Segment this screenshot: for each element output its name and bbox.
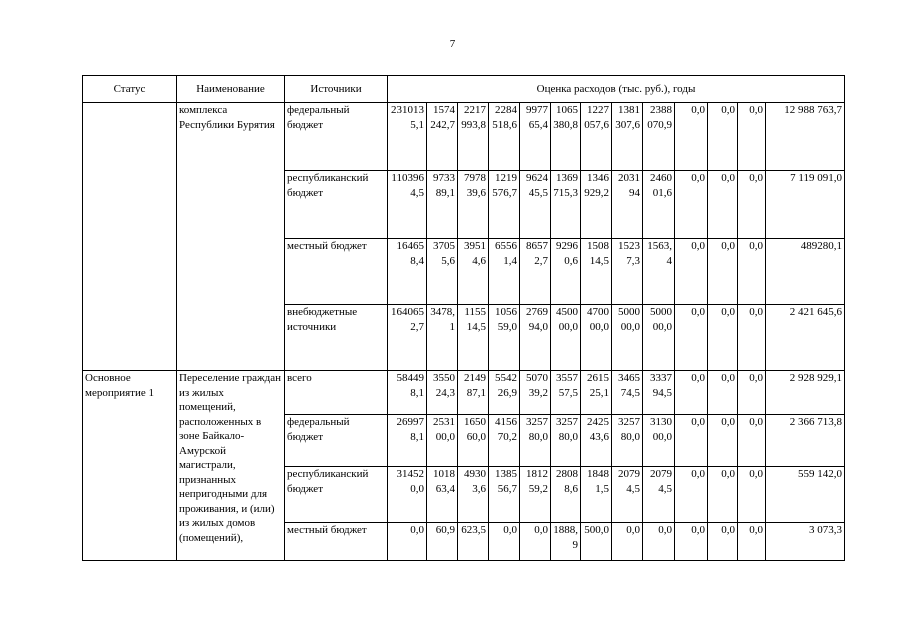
value-cell: 165060,0 — [458, 415, 489, 467]
source-cell: республиканский бюджет — [285, 171, 388, 239]
value-cell: 28088,6 — [551, 467, 581, 523]
value-cell: 138556,7 — [489, 467, 520, 523]
value-cell: 325780,0 — [612, 415, 643, 467]
total-cell: 489280,1 — [766, 239, 845, 305]
status-cell — [83, 103, 177, 371]
value-cell: 37055,6 — [427, 239, 458, 305]
value-cell: 554226,9 — [489, 371, 520, 415]
value-cell: 500,0 — [581, 523, 612, 561]
value-cell: 973389,1 — [427, 171, 458, 239]
total-cell: 7 119 091,0 — [766, 171, 845, 239]
value-cell: 0,0 — [708, 467, 738, 523]
value-cell: 150814,5 — [581, 239, 612, 305]
table-row — [83, 371, 845, 415]
value-cell: 0,0 — [520, 523, 551, 561]
total-cell: 2 928 929,1 — [766, 371, 845, 415]
value-cell: 997765,4 — [520, 103, 551, 171]
value-cell: 1346929,2 — [581, 171, 612, 239]
value-cell: 0,0 — [708, 103, 738, 171]
value-cell: 0,0 — [388, 523, 427, 561]
source-cell: федеральный бюджет — [285, 415, 388, 467]
total-cell: 3 073,3 — [766, 523, 845, 561]
value-cell: 325780,0 — [551, 415, 581, 467]
value-cell: 1888,9 — [551, 523, 581, 561]
value-cell: 314520,0 — [388, 467, 427, 523]
table-row — [83, 103, 845, 171]
value-cell: 261525,1 — [581, 371, 612, 415]
value-cell: 0,0 — [738, 171, 766, 239]
total-cell: 2 366 713,8 — [766, 415, 845, 467]
value-cell: 346574,5 — [612, 371, 643, 415]
value-cell: 164658,4 — [388, 239, 427, 305]
value-cell: 1103964,5 — [388, 171, 427, 239]
value-cell: 0,0 — [708, 305, 738, 371]
value-cell: 1563,4 — [643, 239, 675, 305]
total-cell: 559 142,0 — [766, 467, 845, 523]
value-cell: 214987,1 — [458, 371, 489, 415]
value-cell: 1640652,7 — [388, 305, 427, 371]
value-cell: 0,0 — [675, 239, 708, 305]
value-cell: 0,0 — [738, 103, 766, 171]
value-cell: 246001,6 — [643, 171, 675, 239]
value-cell: 0,0 — [489, 523, 520, 561]
value-cell: 355757,5 — [551, 371, 581, 415]
source-cell: федеральный бюджет — [285, 103, 388, 171]
expense-table — [82, 75, 845, 561]
value-cell: 0,0 — [708, 171, 738, 239]
value-cell: 242543,6 — [581, 415, 612, 467]
value-cell: 1381307,6 — [612, 103, 643, 171]
header-status: Статус — [83, 76, 177, 103]
value-cell: 0,0 — [738, 415, 766, 467]
value-cell: 507039,2 — [520, 371, 551, 415]
source-cell: всего — [285, 371, 388, 415]
value-cell: 2284518,6 — [489, 103, 520, 171]
value-cell: 313000,0 — [643, 415, 675, 467]
header-sources: Источники — [285, 76, 388, 103]
source-cell: местный бюджет — [285, 523, 388, 561]
value-cell: 0,0 — [738, 305, 766, 371]
source-cell: республиканский бюджет — [285, 467, 388, 523]
value-cell: 0,0 — [675, 523, 708, 561]
value-cell: 20794,5 — [612, 467, 643, 523]
value-cell: 86572,7 — [520, 239, 551, 305]
value-cell: 269978,1 — [388, 415, 427, 467]
value-cell: 325780,0 — [520, 415, 551, 467]
page-number: 7 — [449, 38, 456, 50]
value-cell: 0,0 — [708, 371, 738, 415]
value-cell: 500000,0 — [612, 305, 643, 371]
source-cell: внебюджетные источники — [285, 305, 388, 371]
value-cell: 1574242,7 — [427, 103, 458, 171]
value-cell: 0,0 — [738, 523, 766, 561]
value-cell: 105659,0 — [489, 305, 520, 371]
value-cell: 1227057,6 — [581, 103, 612, 171]
total-cell: 12 988 763,7 — [766, 103, 845, 171]
value-cell: 20794,5 — [643, 467, 675, 523]
value-cell: 0,0 — [643, 523, 675, 561]
value-cell: 65561,4 — [489, 239, 520, 305]
value-cell: 0,0 — [675, 415, 708, 467]
value-cell: 355024,3 — [427, 371, 458, 415]
value-cell: 203194 — [612, 171, 643, 239]
value-cell: 39514,6 — [458, 239, 489, 305]
total-cell: 2 421 645,6 — [766, 305, 845, 371]
value-cell: 101863,4 — [427, 467, 458, 523]
value-cell: 253100,0 — [427, 415, 458, 467]
value-cell: 470000,0 — [581, 305, 612, 371]
header-name: Наименование — [177, 76, 285, 103]
value-cell: 1065380,8 — [551, 103, 581, 171]
value-cell: 0,0 — [675, 371, 708, 415]
value-cell: 2388070,9 — [643, 103, 675, 171]
source-cell: местный бюджет — [285, 239, 388, 305]
value-cell: 450000,0 — [551, 305, 581, 371]
value-cell: 333794,5 — [643, 371, 675, 415]
value-cell: 0,0 — [738, 467, 766, 523]
value-cell: 92960,6 — [551, 239, 581, 305]
value-cell: 0,0 — [675, 103, 708, 171]
header-row — [83, 76, 845, 103]
value-cell: 181259,2 — [520, 467, 551, 523]
name-cell: Переселение граждан из жилых помещений, расположенных в зоне Байкало-Амурской магистрали, признанных непригодными для проживания, и (или) из жилых домов (помещений), — [177, 371, 285, 561]
value-cell: 962445,5 — [520, 171, 551, 239]
value-cell: 0,0 — [708, 415, 738, 467]
value-cell: 797839,6 — [458, 171, 489, 239]
value-cell: 0,0 — [738, 239, 766, 305]
value-cell: 49303,6 — [458, 467, 489, 523]
status-cell: Основное мероприятие 1 — [83, 371, 177, 561]
value-cell: 15237,3 — [612, 239, 643, 305]
value-cell: 0,0 — [708, 239, 738, 305]
value-cell: 0,0 — [675, 467, 708, 523]
value-cell: 1219576,7 — [489, 171, 520, 239]
value-cell: 1369715,3 — [551, 171, 581, 239]
value-cell: 0,0 — [738, 371, 766, 415]
value-cell: 18481,5 — [581, 467, 612, 523]
value-cell: 415670,2 — [489, 415, 520, 467]
value-cell: 3478,1 — [427, 305, 458, 371]
header-estimate: Оценка расходов (тыс. руб.), годы — [388, 76, 845, 103]
value-cell: 2310135,1 — [388, 103, 427, 171]
value-cell: 584498,1 — [388, 371, 427, 415]
name-cell: комплекса Республики Бурятия — [177, 103, 285, 371]
value-cell: 0,0 — [708, 523, 738, 561]
value-cell: 0,0 — [675, 305, 708, 371]
value-cell: 115514,5 — [458, 305, 489, 371]
value-cell: 0,0 — [612, 523, 643, 561]
value-cell: 500000,0 — [643, 305, 675, 371]
value-cell: 276994,0 — [520, 305, 551, 371]
value-cell: 60,9 — [427, 523, 458, 561]
value-cell: 2217993,8 — [458, 103, 489, 171]
value-cell: 623,5 — [458, 523, 489, 561]
value-cell: 0,0 — [675, 171, 708, 239]
